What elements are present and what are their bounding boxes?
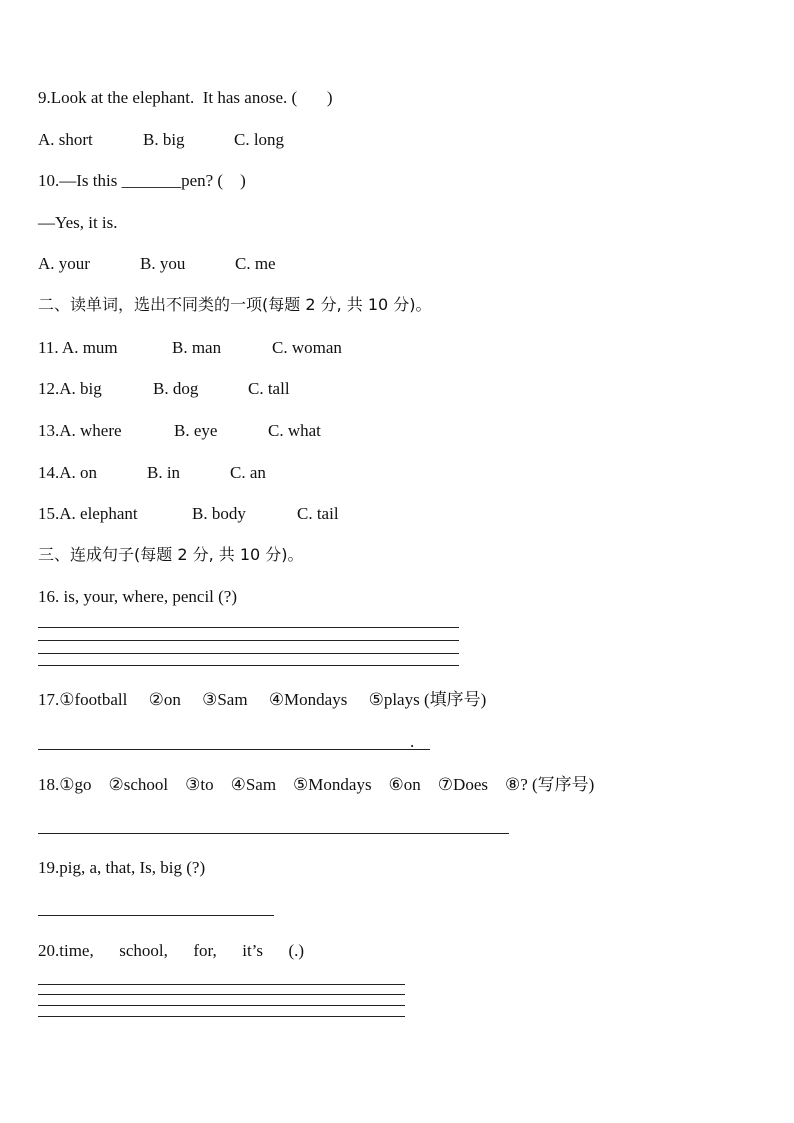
q13-option-a: 13.A. where: [38, 421, 122, 440]
q15-option-a: 15.A. elephant: [38, 504, 138, 523]
q16-answer-line-3: [38, 653, 459, 654]
q9-option-c: C. long: [234, 130, 285, 149]
q14-option-c: C. an: [230, 463, 266, 482]
q9-option-b: B. big: [143, 130, 185, 149]
q20-answer-line-1: [38, 984, 405, 985]
question-9-stem: 9.Look at the elephant. It has anose. ( ): [38, 88, 333, 107]
question-10-stem: 10.—Is this _______pen? ( ): [38, 171, 246, 190]
q11-option-b: B. man: [172, 338, 222, 357]
q20-answer-line-4: [38, 1016, 405, 1017]
question-19: 19.pig, a, that, Is, big (?): [38, 858, 206, 877]
q20-answer-line-2: [38, 994, 405, 995]
q13-option-c: C. what: [268, 421, 321, 440]
q10-option-c: C. me: [235, 254, 276, 273]
question-10-reply: —Yes, it is.: [38, 213, 118, 232]
q14-option-a: 14.A. on: [38, 463, 98, 482]
q16-answer-line-4: [38, 665, 459, 666]
q11-option-a: 11. A. mum: [38, 338, 118, 357]
section-3-heading: 三、连成句子(每题 2 分, 共 10 分)。: [38, 545, 304, 564]
q12-option-b: B. dog: [153, 379, 199, 398]
q12-option-c: C. tall: [248, 379, 290, 398]
question-20: 20.time, school, for, it’s (.): [38, 941, 305, 960]
q11-option-c: C. woman: [272, 338, 342, 357]
q17-period: .: [410, 732, 415, 751]
q19-answer-line: [38, 915, 274, 916]
section-2-heading: 二、读单词，选出不同类的一项(每题 2 分, 共 10 分)。: [38, 295, 432, 314]
q17-answer-line: [38, 749, 430, 750]
q12-option-a: 12.A. big: [38, 379, 102, 398]
q16-answer-line-2: [38, 640, 459, 641]
q16-answer-line-1: [38, 627, 459, 628]
q14-option-b: B. in: [147, 463, 181, 482]
q15-option-b: B. body: [192, 504, 246, 523]
question-16: 16. is, your, where, pencil (?): [38, 587, 238, 606]
q10-option-a: A. your: [38, 254, 90, 273]
question-18: 18.①go ②school ③to ④Sam ⑤Mondays ⑥on ⑦Does ⑧? (写序号): [38, 775, 595, 794]
q20-answer-line-3: [38, 1005, 405, 1006]
q15-option-c: C. tail: [297, 504, 339, 523]
q13-option-b: B. eye: [174, 421, 218, 440]
q18-answer-line: [38, 833, 509, 834]
q9-option-a: A. short: [38, 130, 93, 149]
question-17: 17.①football ②on ③Sam ④Mondays ⑤plays (填序号): [38, 690, 487, 709]
q10-option-b: B. you: [140, 254, 186, 273]
